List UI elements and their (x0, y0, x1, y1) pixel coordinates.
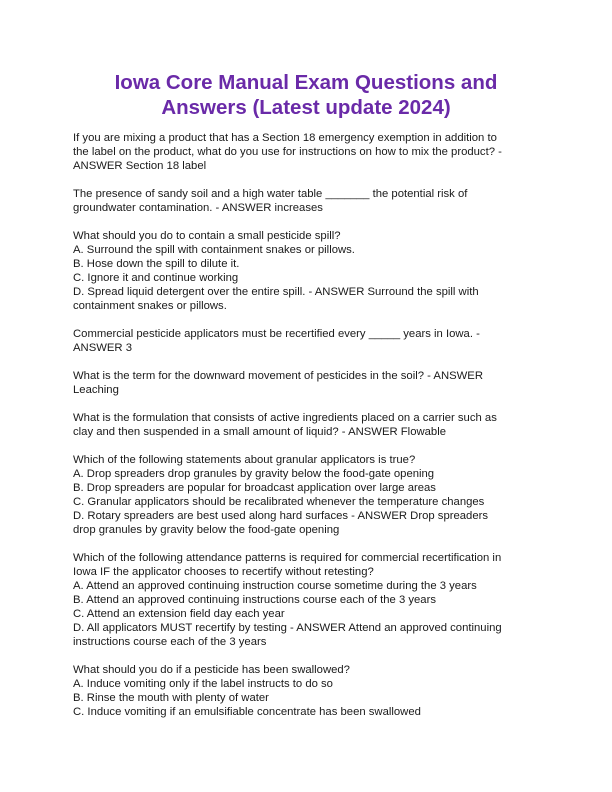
qa-block (73, 663, 543, 719)
qa-line: Which of the following statements about granular applicators is true? (73, 454, 416, 466)
qa-line: B. Attend an approved continuing instructions course each of the 3 years (73, 594, 436, 606)
qa-line: drop granules by gravity below the food-gate opening (73, 524, 340, 536)
qa-line: clay and then suspended in a small amount of liquid? - ANSWER Flowable (73, 426, 446, 438)
qa-block (73, 187, 543, 215)
qa-line: If you are mixing a product that has a Section 18 emergency exemption in addition to (73, 132, 497, 144)
qa-block (73, 131, 543, 173)
qa-line: Which of the following attendance patterns is required for commercial recertification in (73, 552, 502, 564)
qa-line: B. Hose down the spill to dilute it. (73, 258, 240, 270)
page-title (60, 70, 552, 120)
qa-line: Commercial pesticide applicators must be recertified every _____ years in Iowa. - (73, 328, 480, 340)
qa-line: C. Granular applicators should be recalibrated whenever the temperature changes (73, 496, 485, 508)
qa-block (73, 453, 543, 537)
qa-line: What should you do to contain a small pesticide spill? (73, 230, 341, 242)
qa-line: D. Spread liquid detergent over the entire spill. - ANSWER Surround the spill with (73, 286, 479, 298)
qa-line: B. Drop spreaders are popular for broadcast application over large areas (73, 482, 436, 494)
qa-line: the label on the product, what do you use for instructions on how to mix the product? - (73, 146, 502, 158)
qa-block (73, 411, 543, 439)
qa-line: ANSWER Section 18 label (73, 160, 207, 172)
qa-line: A. Surround the spill with containment snakes or pillows. (73, 244, 355, 256)
title-line-1: Iowa Core Manual Exam Questions and (114, 71, 498, 94)
qa-line: The presence of sandy soil and a high water table _______ the potential risk of (73, 188, 468, 200)
qa-line: Iowa IF the applicator chooses to recertify without retesting? (73, 566, 374, 578)
qa-line: Leaching (73, 384, 119, 396)
qa-line: A. Drop spreaders drop granules by gravity below the food-gate opening (73, 468, 435, 480)
qa-line: B. Rinse the mouth with plenty of water (73, 692, 269, 704)
qa-line: C. Attend an extension field day each year (73, 608, 285, 620)
qa-line: ANSWER 3 (73, 342, 133, 354)
qa-line: What should you do if a pesticide has been swallowed? (73, 664, 350, 676)
title-line-2: Answers (Latest update 2024) (161, 96, 451, 119)
qa-line: A. Attend an approved continuing instruction course sometime during the 3 years (73, 580, 477, 592)
qa-block (73, 551, 543, 649)
qa-line: instructions course each of the 3 years (73, 636, 267, 648)
qa-line: containment snakes or pillows. (73, 300, 227, 312)
qa-line: A. Induce vomiting only if the label instructs to do so (73, 678, 333, 690)
qa-line: What is the term for the downward movement of pesticides in the soil? - ANSWER (73, 370, 483, 382)
qa-content (73, 131, 543, 733)
qa-block (73, 327, 543, 355)
qa-line: D. Rotary spreaders are best used along hard surfaces - ANSWER Drop spreaders (73, 510, 489, 522)
qa-line: What is the formulation that consists of active ingredients placed on a carrier such as (73, 412, 497, 424)
qa-line: C. Induce vomiting if an emulsifiable concentrate has been swallowed (73, 706, 421, 718)
qa-line: D. All applicators MUST recertify by testing - ANSWER Attend an approved continuing (73, 622, 502, 634)
qa-block (73, 229, 543, 313)
qa-block (73, 369, 543, 397)
qa-line: C. Ignore it and continue working (73, 272, 239, 284)
qa-line: groundwater contamination. - ANSWER increases (73, 202, 323, 214)
